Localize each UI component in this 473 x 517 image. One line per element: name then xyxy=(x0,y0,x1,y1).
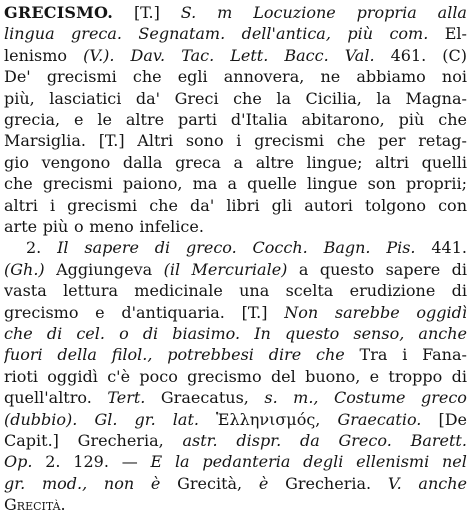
word: di xyxy=(46,324,63,343)
word: filol., xyxy=(111,345,153,365)
word: d'antiquaria. xyxy=(121,302,225,322)
word: De' xyxy=(4,67,31,87)
word: del xyxy=(270,366,296,386)
word: grecismi xyxy=(254,131,325,151)
word: potrebbesi xyxy=(167,345,254,365)
word: 2. xyxy=(26,238,42,258)
text-line xyxy=(26,238,467,258)
word: poco xyxy=(139,366,178,386)
word: gio xyxy=(4,152,29,172)
text-line xyxy=(4,3,467,23)
word: scelta xyxy=(285,281,334,301)
word: Graecatio. xyxy=(337,409,422,429)
word: è xyxy=(258,473,269,493)
word: Dav. xyxy=(130,45,166,65)
word: più xyxy=(347,24,374,44)
word: sapere xyxy=(385,259,441,279)
word: a xyxy=(298,259,309,279)
text-line xyxy=(4,303,467,323)
text-line xyxy=(4,153,467,173)
word: per xyxy=(378,131,406,151)
word: son xyxy=(367,174,396,194)
word: Tac. xyxy=(181,45,215,65)
word: grecismi xyxy=(42,174,113,194)
word: (il xyxy=(163,259,181,279)
word: di xyxy=(451,281,467,301)
word: Locuzione xyxy=(253,3,336,22)
word: ellenismi xyxy=(356,452,430,472)
word: parti xyxy=(178,110,217,129)
word: Graecatus, xyxy=(160,388,249,408)
word: 461. xyxy=(390,45,427,65)
text-line xyxy=(4,324,467,344)
word: Bagn. xyxy=(323,238,371,258)
word: anche xyxy=(418,324,467,343)
text-line xyxy=(4,345,467,365)
word: gr. xyxy=(4,473,26,493)
word: infelice. xyxy=(139,217,204,236)
word: libri xyxy=(226,195,260,215)
word: c'è xyxy=(107,366,131,386)
word: [T.] xyxy=(241,302,268,322)
text-line xyxy=(4,89,467,109)
word: grecismo xyxy=(4,302,79,322)
word: Lett. xyxy=(230,45,269,65)
word: Op. xyxy=(4,452,33,472)
word: senso, xyxy=(353,324,405,343)
word: la xyxy=(174,452,190,472)
word: Grecheria, xyxy=(77,431,164,450)
word: m xyxy=(217,3,233,22)
text-line xyxy=(4,174,467,194)
word: Magna- xyxy=(405,88,467,108)
word: noi xyxy=(441,67,467,87)
word: i xyxy=(402,345,408,365)
word: rioti xyxy=(4,366,38,386)
word: che xyxy=(4,174,33,194)
word: (C) xyxy=(442,45,467,65)
text-line xyxy=(4,196,467,216)
word: (Gh.) xyxy=(4,259,45,279)
text-line xyxy=(4,281,467,301)
word: le xyxy=(97,110,112,129)
word: dispr. xyxy=(236,431,282,450)
word: sapere xyxy=(84,238,139,258)
word: Marsiglia. xyxy=(4,131,86,151)
word: da' xyxy=(135,88,161,108)
word: Grecità, xyxy=(177,473,243,493)
word: proprii; xyxy=(405,174,467,194)
word: lasciatici xyxy=(49,88,122,108)
word: Cocch. xyxy=(252,238,308,258)
word: ne xyxy=(320,67,341,87)
word: sono xyxy=(185,131,224,151)
word: quelle xyxy=(247,174,297,194)
word: pedanteria xyxy=(202,452,291,472)
word: e xyxy=(95,302,105,322)
word: annovera, xyxy=(223,67,305,87)
word: più xyxy=(398,110,425,129)
word: di xyxy=(154,238,171,258)
word: 129. xyxy=(73,452,109,472)
word: Grecheria. xyxy=(285,473,372,493)
word: la xyxy=(276,88,291,108)
text-line xyxy=(4,474,467,494)
word: che xyxy=(336,131,366,151)
word: altri xyxy=(4,195,38,215)
word: [De xyxy=(438,409,467,429)
word: grecismi xyxy=(46,67,117,87)
word: biasimo. xyxy=(172,324,241,343)
word: — xyxy=(121,452,138,472)
word: lettura xyxy=(63,281,118,301)
word: Ἑλληνισμός, xyxy=(216,409,321,429)
word: o xyxy=(73,217,84,236)
word: dell'antica, xyxy=(241,24,331,44)
word: El- xyxy=(444,24,467,44)
word: ma xyxy=(192,174,218,194)
word: a xyxy=(233,152,244,172)
word: più xyxy=(42,217,69,236)
word: Greci xyxy=(174,88,219,108)
text-line xyxy=(4,217,467,237)
word: e xyxy=(369,366,380,386)
word: lingue; xyxy=(306,152,363,172)
word: quelli xyxy=(421,152,467,172)
word: meno xyxy=(89,217,134,236)
word: greca xyxy=(175,152,221,172)
text-line xyxy=(4,410,467,430)
text-line xyxy=(4,67,467,87)
word: abbiamo xyxy=(356,67,426,87)
word: Tra xyxy=(359,345,388,365)
headword: GRECISMO. xyxy=(4,3,114,22)
word: Val. xyxy=(344,45,375,65)
word: 441. xyxy=(431,238,467,258)
word: altri xyxy=(375,152,409,172)
word: che xyxy=(132,67,162,87)
word: arte xyxy=(4,217,38,236)
word: altre xyxy=(125,110,165,129)
word: più, xyxy=(4,88,35,108)
word: che xyxy=(438,110,467,129)
word: troppo xyxy=(388,366,443,386)
word: Pis. xyxy=(386,238,416,258)
text-line xyxy=(4,46,467,66)
word: che xyxy=(4,324,33,343)
word: anche xyxy=(418,473,467,493)
word: S. xyxy=(180,3,197,22)
word: retag- xyxy=(418,131,467,151)
word: Segnatam. xyxy=(138,24,226,44)
word: i xyxy=(49,195,56,215)
word: greco xyxy=(420,388,467,408)
word: da' xyxy=(190,195,215,215)
word: la xyxy=(376,88,391,108)
word: Altri xyxy=(137,131,174,151)
word: lingua xyxy=(4,24,55,44)
word: com. xyxy=(389,24,429,44)
word: vasta xyxy=(4,281,47,301)
word: abitarono, xyxy=(301,110,385,129)
word: Cicilia, xyxy=(305,88,362,108)
word: sarebbe xyxy=(334,302,400,322)
word: Greco. xyxy=(338,431,392,450)
word: altre xyxy=(255,152,294,172)
word: cel. xyxy=(76,324,105,343)
word: d'Italia xyxy=(230,110,288,129)
word: è xyxy=(150,473,161,493)
word: dire xyxy=(268,345,302,365)
word: lat. xyxy=(172,409,199,429)
word: paiono, xyxy=(122,174,183,194)
word: autori xyxy=(304,195,353,215)
word: E xyxy=(150,452,163,472)
text-line xyxy=(4,367,467,387)
word: buono, xyxy=(305,366,361,386)
word: o xyxy=(119,324,129,343)
word: gli xyxy=(271,195,293,215)
word: gr. xyxy=(134,409,156,429)
word: della xyxy=(57,345,97,365)
word: da xyxy=(299,431,320,450)
word: lingue xyxy=(306,174,358,194)
word: grecia, xyxy=(4,110,61,129)
word: (dubbio). xyxy=(4,409,78,429)
word: Capit.] xyxy=(4,431,59,450)
word: non xyxy=(103,473,135,493)
text-line xyxy=(4,131,467,151)
word: dalla xyxy=(122,152,163,172)
word: Il xyxy=(57,238,69,258)
word: Aggiungeva xyxy=(56,259,153,279)
word: e xyxy=(73,110,84,129)
word: astr. xyxy=(182,431,218,450)
word: Costume xyxy=(334,388,406,408)
word: Non xyxy=(284,302,319,322)
word: grecismo xyxy=(187,366,262,386)
word: vengono xyxy=(41,152,111,172)
word: nel xyxy=(442,452,467,472)
word: greco. xyxy=(185,238,237,258)
word: questo xyxy=(284,324,340,343)
word: quell'altro. xyxy=(4,388,92,408)
word: tolgono xyxy=(365,195,426,215)
word: In xyxy=(254,324,271,343)
text-line xyxy=(4,495,467,515)
word: di xyxy=(451,259,467,279)
word: Tert. xyxy=(107,388,146,408)
text-line xyxy=(4,388,467,408)
word: degli xyxy=(303,452,344,472)
word: oggidì xyxy=(416,302,467,322)
word: V. xyxy=(387,473,402,493)
word: a xyxy=(227,174,237,194)
word: greca. xyxy=(71,24,122,44)
word: alla xyxy=(437,3,467,22)
word: che xyxy=(233,88,262,108)
word: Fana- xyxy=(422,345,467,365)
word: [T.] xyxy=(98,131,125,151)
text-line xyxy=(4,431,467,451)
word: i xyxy=(236,131,242,151)
word: (V.). xyxy=(83,45,115,65)
word: Grecità. xyxy=(4,495,66,515)
word: s. xyxy=(264,388,278,408)
word: medicinale xyxy=(134,281,223,301)
word: m., xyxy=(293,388,319,408)
word: Gl. xyxy=(94,409,118,429)
text-line xyxy=(4,24,467,44)
word: questo xyxy=(319,259,375,279)
word: 2. xyxy=(45,452,61,472)
word: erudizione xyxy=(349,281,436,301)
word: grecismi xyxy=(67,195,138,215)
word: Mercuriale) xyxy=(191,259,288,279)
word: Bacc. xyxy=(284,45,329,65)
text-line xyxy=(4,260,467,280)
word: fuori xyxy=(4,345,43,365)
word: che xyxy=(316,345,345,365)
text-line xyxy=(4,452,467,472)
word: [T.] xyxy=(133,3,160,22)
word: di xyxy=(451,366,467,386)
word: oggidì xyxy=(47,366,98,386)
word: una xyxy=(239,281,270,301)
word: egli xyxy=(177,67,208,87)
word: mod., xyxy=(41,473,88,493)
word: Barett. xyxy=(410,431,467,450)
word: con xyxy=(438,195,467,215)
text-line xyxy=(4,110,467,130)
word: lenismo xyxy=(4,45,68,65)
word: propria xyxy=(356,3,417,22)
word: che xyxy=(149,195,178,215)
word: di xyxy=(142,324,159,343)
